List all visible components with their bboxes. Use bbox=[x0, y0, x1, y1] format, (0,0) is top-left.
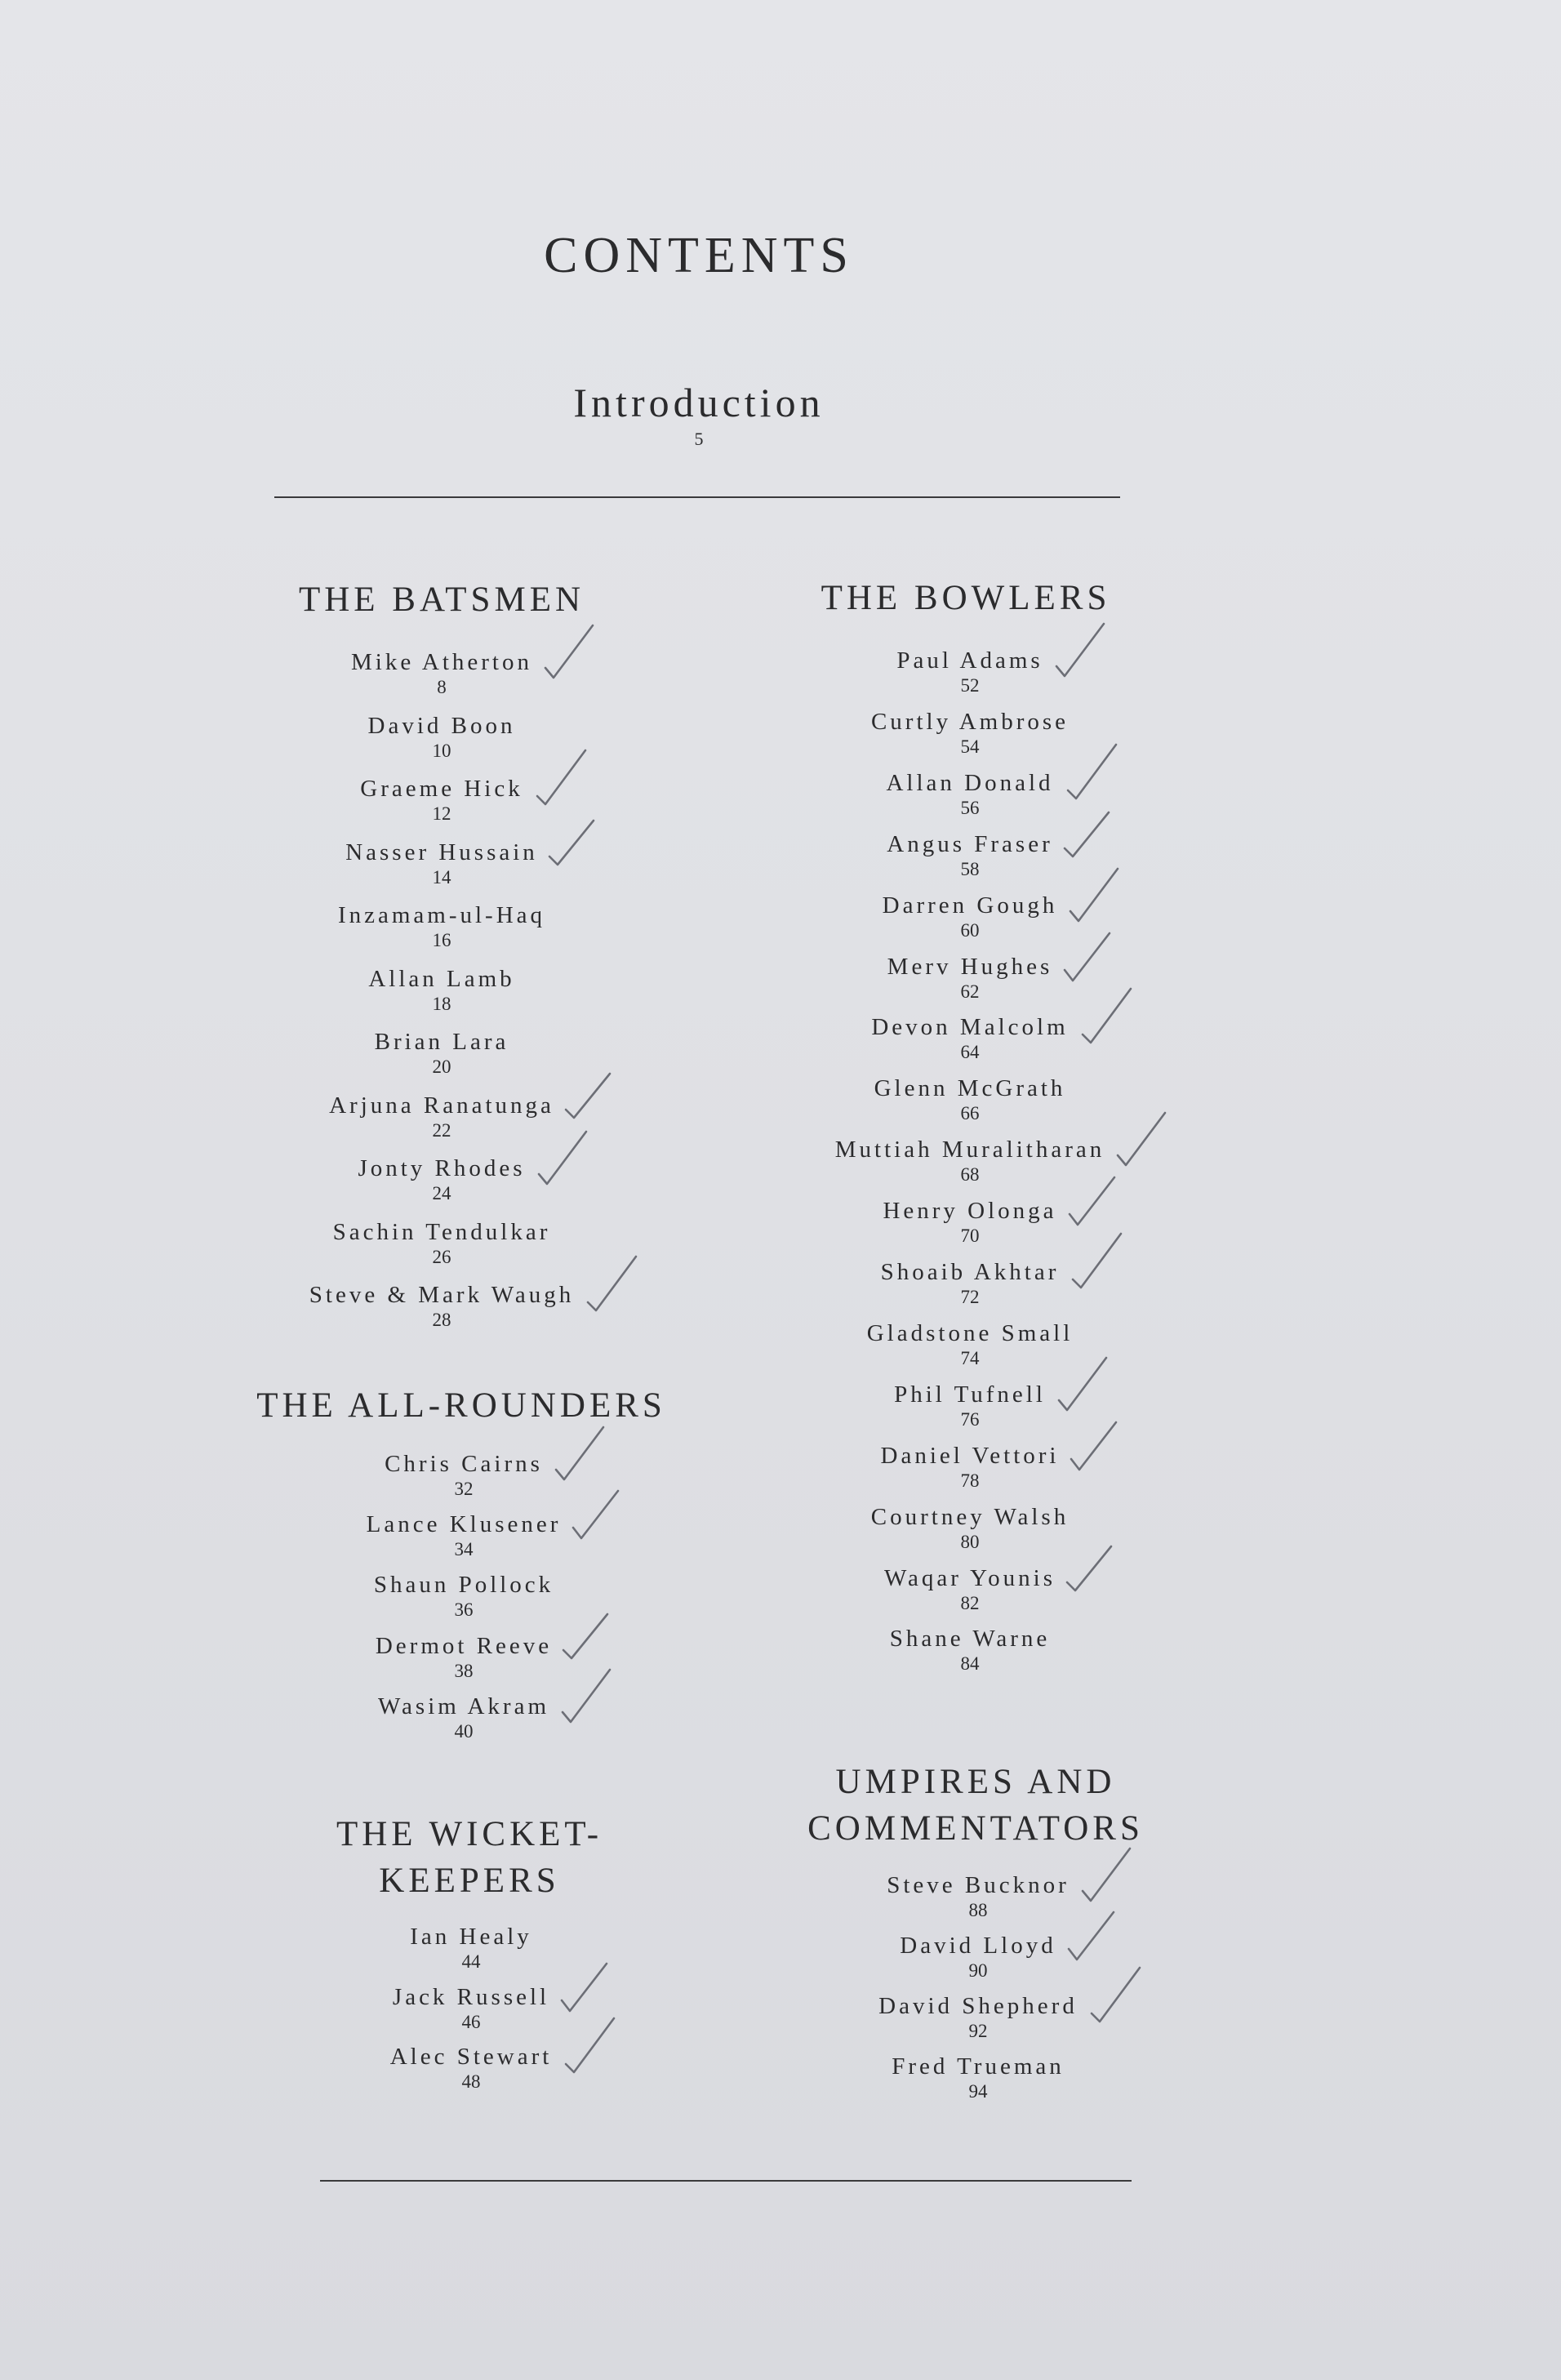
entry-name: Courtney Walsh bbox=[870, 1503, 1070, 1530]
toc-entry bbox=[900, 1932, 1056, 1982]
toc-entry bbox=[385, 1450, 543, 1501]
toc-entry bbox=[367, 1510, 562, 1561]
entry-page-number: 62 bbox=[960, 981, 980, 1002]
entry-name: Alec Stewart bbox=[389, 2044, 553, 2070]
entry-page-number: 78 bbox=[960, 1470, 980, 1491]
entry-name: Muttiah Muralitharan bbox=[834, 1137, 1105, 1163]
entry-name: Brian Lara bbox=[374, 1029, 509, 1055]
toc-entry bbox=[376, 1632, 552, 1683]
pencil-check-icon bbox=[1067, 1169, 1124, 1234]
page-title: CONTENTS bbox=[544, 228, 854, 283]
pencil-check-icon bbox=[1056, 1353, 1113, 1418]
toc-entry bbox=[309, 1281, 574, 1332]
entry-page-number: 56 bbox=[960, 797, 980, 818]
entry-page-number: 12 bbox=[432, 803, 451, 824]
toc-entry bbox=[378, 1693, 549, 1743]
entry-name: Glenn McGrath bbox=[874, 1075, 1066, 1102]
toc-entry bbox=[338, 901, 545, 952]
entry-page-number: 58 bbox=[960, 858, 980, 879]
pencil-check-icon bbox=[548, 811, 605, 876]
toc-entry bbox=[393, 1983, 549, 2034]
entry-name: Jack Russell bbox=[392, 1983, 550, 2010]
entry-name: Henry Olonga bbox=[883, 1198, 1057, 1225]
top-divider bbox=[274, 496, 1120, 498]
entry-page-number: 74 bbox=[960, 1347, 980, 1368]
entry-name: Chris Cairns bbox=[385, 1451, 543, 1477]
entry-page-number: 8 bbox=[437, 677, 447, 697]
entry-name: Curtly Ambrose bbox=[870, 708, 1070, 735]
pencil-check-icon bbox=[1067, 864, 1124, 929]
toc-entry bbox=[329, 1092, 554, 1142]
pencil-check-icon bbox=[564, 1064, 621, 1129]
entry-page-number: 72 bbox=[960, 1287, 980, 1307]
entry-name: Mike Atherton bbox=[351, 649, 532, 675]
pencil-check-icon bbox=[559, 1665, 616, 1730]
toc-entry bbox=[368, 712, 516, 763]
pencil-check-icon bbox=[1063, 803, 1120, 868]
entry-name: Graeme Hick bbox=[360, 776, 523, 802]
entry-page-number: 40 bbox=[454, 1720, 474, 1742]
entry-page-number: 68 bbox=[960, 1164, 980, 1186]
entry-page-number: 10 bbox=[432, 740, 451, 761]
entry-name: Inzamam-ul-Haq bbox=[337, 902, 546, 928]
pencil-check-icon bbox=[1066, 1904, 1123, 1969]
toc-entry bbox=[896, 647, 1043, 697]
entry-page-number: 88 bbox=[968, 1900, 988, 1920]
section-title-wicketkeepers bbox=[336, 1811, 603, 1904]
section-title-umpires bbox=[807, 1759, 1144, 1852]
section-title-allrounders: THE ALL-ROUNDERS bbox=[256, 1386, 666, 1425]
entry-name: Merv Hughes bbox=[887, 953, 1053, 980]
section-title-line: THE WICKET- bbox=[336, 1815, 603, 1853]
toc-entry bbox=[871, 1503, 1069, 1554]
entry-name: Paul Adams bbox=[896, 647, 1043, 674]
entry-page-number: 54 bbox=[960, 736, 980, 757]
entry-page-number: 90 bbox=[968, 1960, 988, 1981]
pencil-check-icon bbox=[1065, 1537, 1123, 1602]
pencil-check-icon bbox=[562, 1604, 619, 1670]
entry-name: Steve & Mark Waugh bbox=[309, 1282, 575, 1308]
entry-name: David Shepherd bbox=[878, 1993, 1078, 2019]
entry-name: Phil Tufnell bbox=[894, 1381, 1046, 1408]
entry-name: Wasim Akram bbox=[378, 1693, 549, 1719]
entry-name: David Lloyd bbox=[900, 1933, 1056, 1959]
pencil-check-icon bbox=[1062, 925, 1119, 990]
section-title-line: KEEPERS bbox=[379, 1862, 560, 1900]
toc-entry bbox=[887, 953, 1053, 1003]
entry-page-number: 82 bbox=[960, 1592, 980, 1613]
pencil-check-icon bbox=[1087, 1964, 1145, 2030]
section-title-line: UMPIRES AND bbox=[835, 1763, 1116, 1801]
entry-page-number: 32 bbox=[454, 1479, 474, 1499]
entry-name: Waqar Younis bbox=[883, 1564, 1056, 1591]
toc-entry bbox=[886, 769, 1053, 820]
entry-name: Angus Fraser bbox=[887, 830, 1053, 857]
entry-page-number: 70 bbox=[960, 1226, 980, 1247]
toc-entry bbox=[375, 1028, 509, 1079]
toc-entry bbox=[360, 775, 523, 825]
entry-name: David Boon bbox=[367, 712, 516, 739]
section-title-bowlers: THE BOWLERS bbox=[821, 579, 1111, 617]
pencil-check-icon bbox=[1079, 1844, 1136, 1909]
entry-name: Shoaib Akhtar bbox=[880, 1259, 1060, 1285]
entry-name: Arjuna Ranatunga bbox=[329, 1092, 554, 1119]
entry-name: Lance Klusener bbox=[366, 1511, 562, 1538]
entry-page-number: 16 bbox=[432, 930, 451, 950]
entry-page-number: 20 bbox=[432, 1057, 451, 1077]
toc-entry bbox=[881, 1258, 1060, 1309]
pencil-check-icon bbox=[533, 747, 590, 812]
entry-page-number: 36 bbox=[454, 1599, 474, 1621]
toc-entry bbox=[374, 1571, 554, 1622]
toc-entry bbox=[871, 1013, 1068, 1064]
entry-page-number: 28 bbox=[432, 1310, 451, 1330]
toc-entry bbox=[883, 1197, 1056, 1248]
pencil-check-icon bbox=[584, 1253, 641, 1319]
pencil-check-icon bbox=[571, 1483, 628, 1548]
toc-entry bbox=[887, 1871, 1070, 1922]
entry-page-number: 84 bbox=[960, 1653, 980, 1675]
entry-page-number: 26 bbox=[432, 1246, 451, 1267]
entry-name: Nasser Hussain bbox=[345, 839, 538, 865]
toc-entry bbox=[358, 1154, 525, 1205]
toc-entry bbox=[867, 1319, 1074, 1370]
entry-name: Sachin Tendulkar bbox=[332, 1218, 551, 1245]
pencil-check-icon bbox=[562, 2015, 619, 2080]
entry-page-number: 18 bbox=[432, 993, 451, 1014]
entry-page-number: 60 bbox=[960, 919, 980, 941]
pencil-check-icon bbox=[1114, 1108, 1172, 1173]
entry-name: Fred Trueman bbox=[892, 2053, 1065, 2080]
entry-page-number: 22 bbox=[432, 1119, 451, 1141]
toc-entry bbox=[368, 965, 514, 1016]
bottom-divider bbox=[320, 2180, 1132, 2182]
pencil-check-icon bbox=[1069, 1230, 1126, 1296]
entry-name: Devon Malcolm bbox=[871, 1014, 1069, 1041]
entry-name: Darren Gough bbox=[882, 892, 1058, 919]
toc-entry bbox=[894, 1381, 1046, 1431]
toc-entry bbox=[835, 1136, 1105, 1186]
entry-page-number: 76 bbox=[960, 1408, 980, 1430]
entry-name: Allan Donald bbox=[886, 769, 1054, 796]
entry-page-number: 46 bbox=[461, 2011, 481, 2032]
entry-page-number: 38 bbox=[454, 1660, 474, 1681]
entry-name: Ian Healy bbox=[410, 1924, 532, 1950]
entry-name: Allan Lamb bbox=[368, 965, 515, 992]
entry-page-number: 48 bbox=[461, 2071, 481, 2092]
toc-entry bbox=[881, 1442, 1060, 1493]
entry-page-number: 64 bbox=[960, 1042, 980, 1063]
section-title-line: COMMENTATORS bbox=[807, 1809, 1144, 1848]
entry-page-number: 52 bbox=[960, 675, 980, 696]
entry-name: Dermot Reeve bbox=[375, 1632, 553, 1659]
entry-page-number: 24 bbox=[432, 1183, 451, 1203]
pencil-check-icon bbox=[1078, 985, 1136, 1051]
entry-page-number: 94 bbox=[968, 2081, 988, 2102]
toc-entry bbox=[871, 708, 1069, 758]
toc-entry bbox=[345, 839, 538, 889]
entry-page-number: 44 bbox=[461, 1951, 481, 1972]
entry-name: Shaun Pollock bbox=[373, 1572, 554, 1599]
toc-entry bbox=[351, 648, 532, 699]
toc-entry bbox=[892, 2053, 1065, 2103]
toc-entry bbox=[874, 1074, 1066, 1125]
pencil-check-icon bbox=[1053, 619, 1110, 684]
entry-name: Daniel Vettori bbox=[880, 1442, 1060, 1469]
entry-name: Gladstone Small bbox=[866, 1319, 1074, 1346]
pencil-check-icon bbox=[1069, 1414, 1126, 1479]
toc-entry bbox=[410, 1923, 532, 1973]
entry-name: Steve Bucknor bbox=[887, 1872, 1070, 1898]
entry-page-number: 66 bbox=[960, 1103, 980, 1124]
toc-entry bbox=[890, 1625, 1051, 1675]
entry-name: Shane Warne bbox=[889, 1626, 1051, 1653]
introduction-title: Introduction bbox=[573, 380, 825, 425]
pencil-check-icon bbox=[542, 621, 599, 686]
section-title-batsmen: THE BATSMEN bbox=[298, 581, 585, 619]
toc-entry bbox=[883, 892, 1058, 942]
toc-entry bbox=[333, 1218, 551, 1269]
entry-page-number: 14 bbox=[432, 866, 451, 887]
pencil-check-icon bbox=[536, 1127, 593, 1192]
entry-page-number: 34 bbox=[454, 1539, 474, 1560]
entry-page-number: 92 bbox=[968, 2021, 988, 2041]
introduction-page-number: 5 bbox=[694, 429, 704, 449]
pencil-check-icon bbox=[1064, 741, 1121, 807]
toc-entry bbox=[390, 2043, 553, 2093]
pencil-check-icon bbox=[553, 1422, 610, 1488]
entry-page-number: 80 bbox=[960, 1531, 980, 1552]
pencil-check-icon bbox=[559, 1955, 616, 2021]
entry-name: Jonty Rhodes bbox=[358, 1155, 526, 1181]
toc-entry bbox=[878, 1992, 1078, 2043]
toc-entry bbox=[884, 1564, 1056, 1615]
toc-entry bbox=[887, 830, 1052, 881]
